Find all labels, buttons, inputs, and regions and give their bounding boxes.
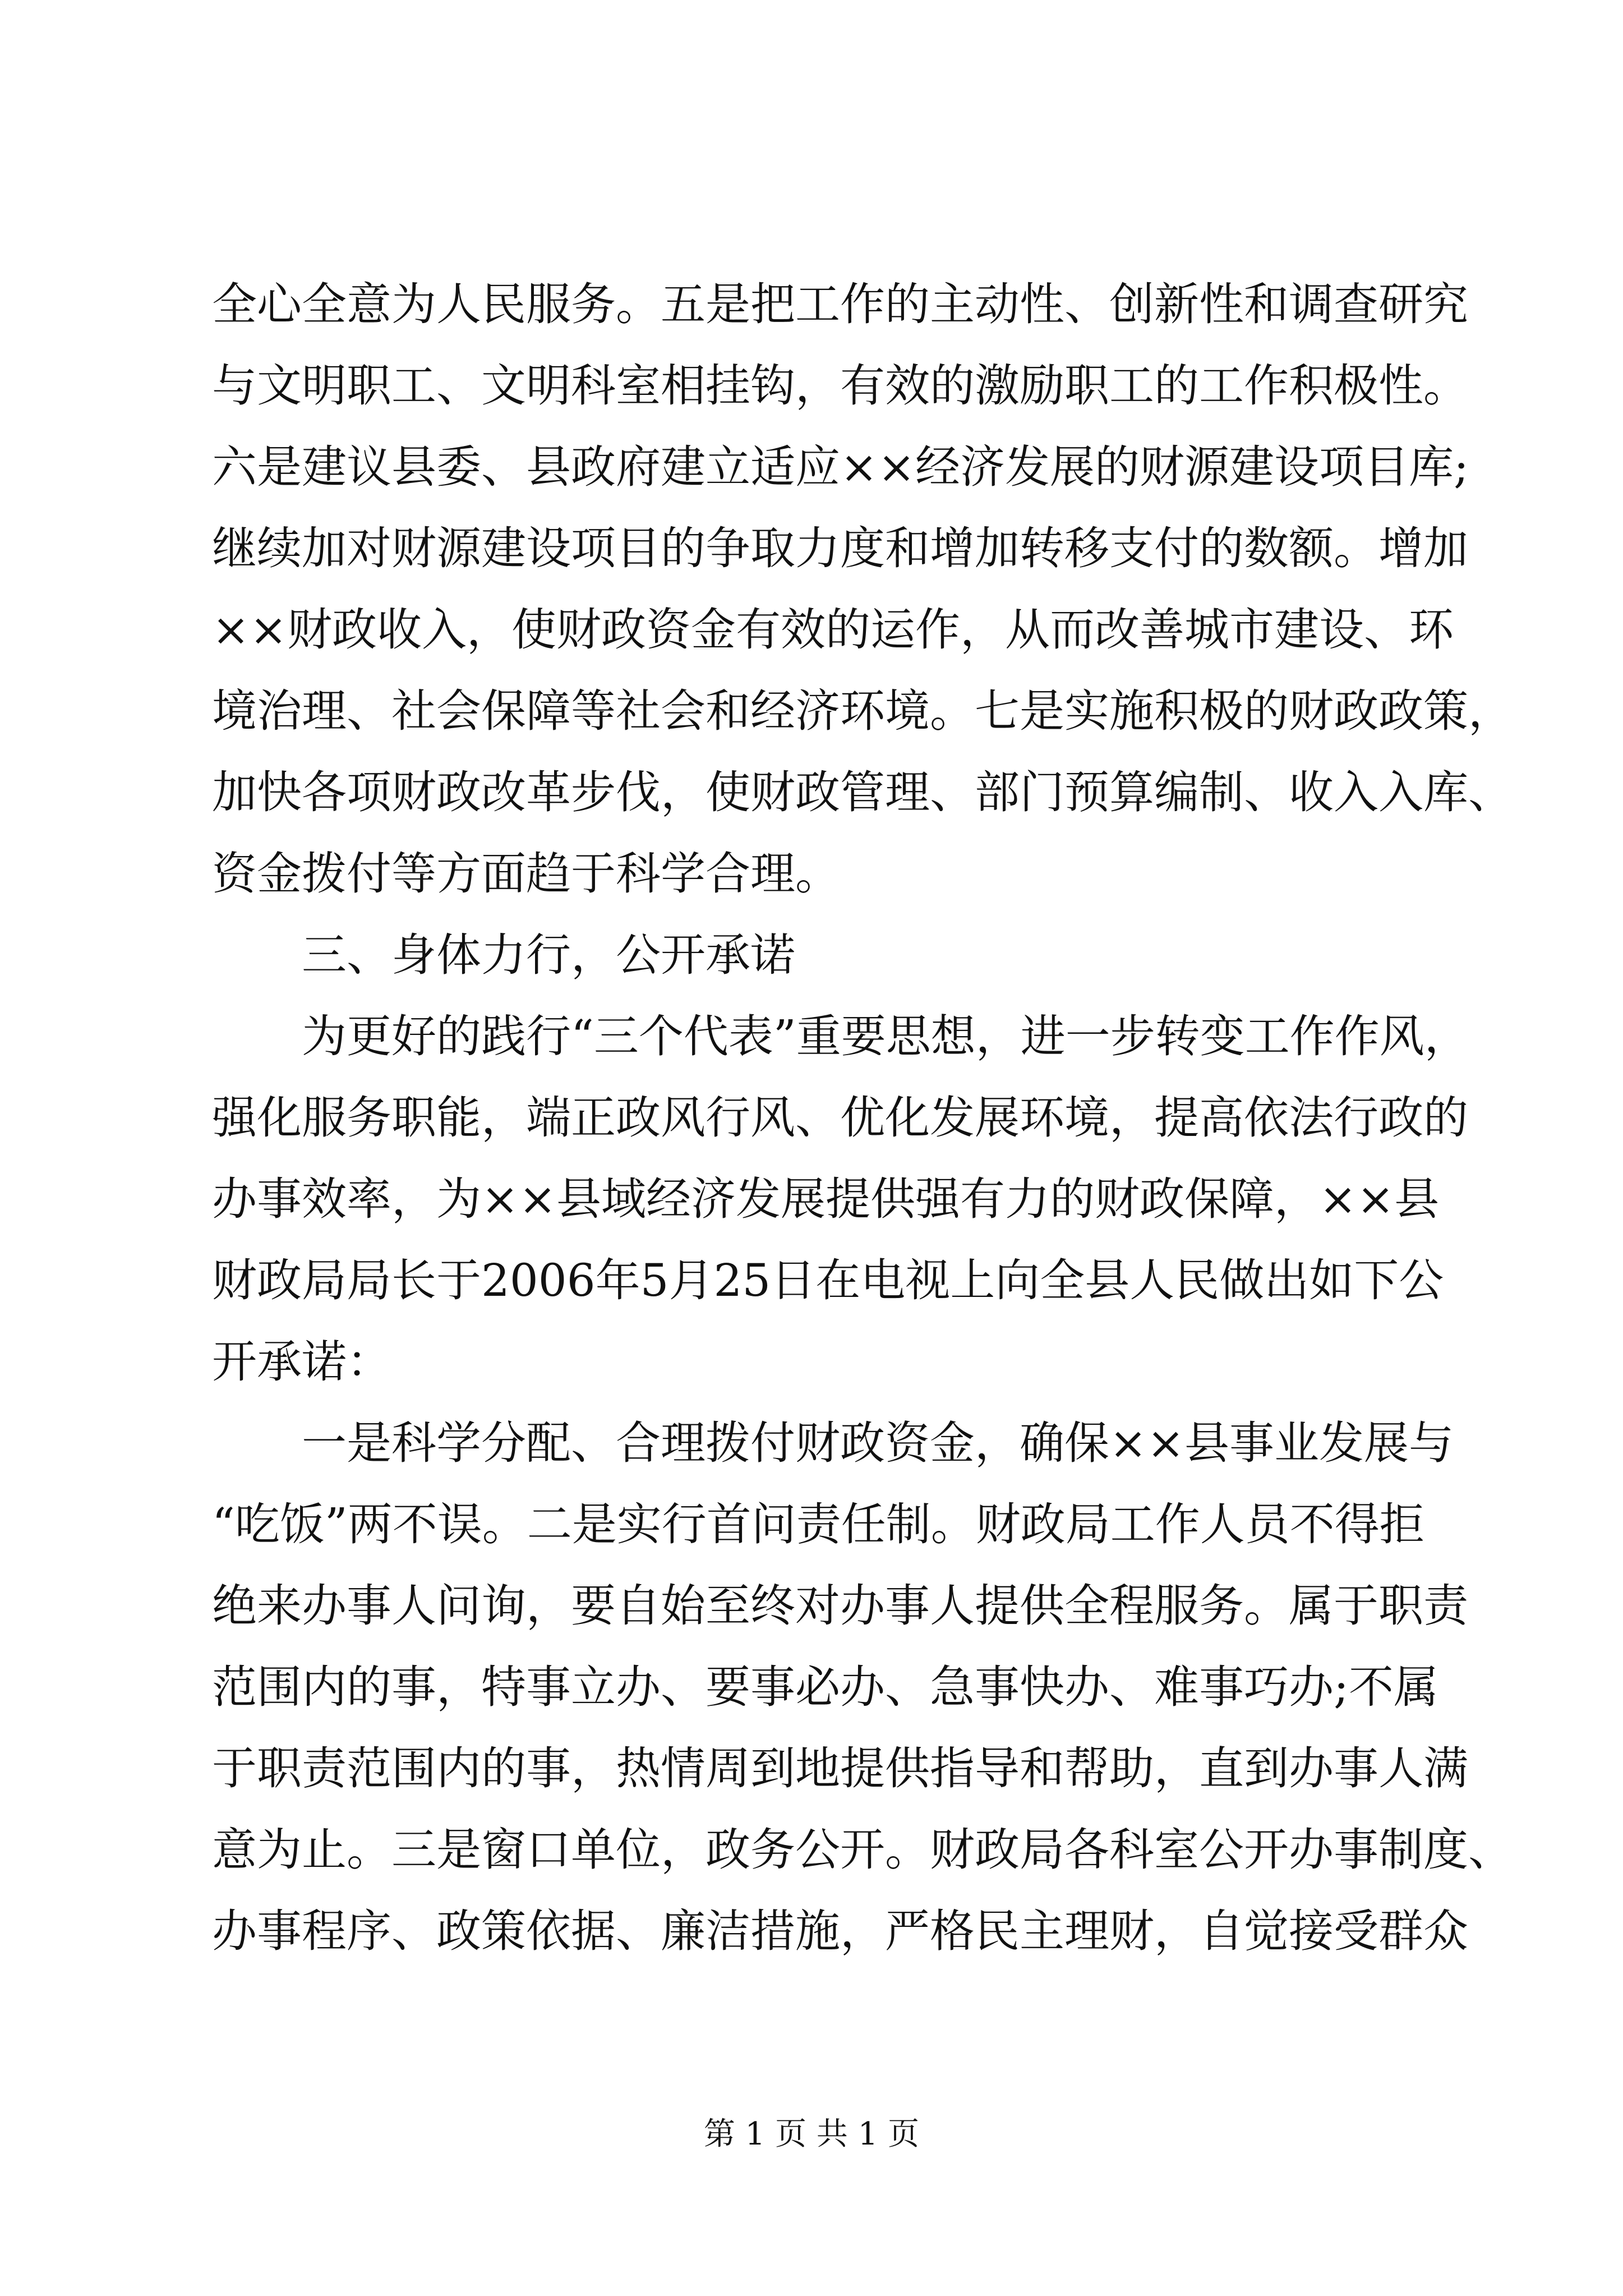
text-line: 绝来办事人问询，要自始至终对办事人提供全程服务。属于职责 — [212, 1580, 1468, 1632]
text-line: 办事效率，为××县域经济发展提供强有力的财政保障，××县 — [212, 1173, 1440, 1225]
page-footer: 第 1 页 共 1 页 — [703, 2116, 920, 2152]
text-line: 财政局局长于2006年5月25日在电视上向全县人民做出如下公 — [212, 1254, 1444, 1306]
text-line: 办事程序、政策依据、廉洁措施，严格民主理财，自觉接受群众 — [212, 1905, 1468, 1957]
text-line: 一是科学分配、合理拨付财政资金，确保××县事业发展与 — [302, 1417, 1454, 1469]
text-line: 继续加对财源建设项目的争取力度和增加转移支付的数额。增加 — [212, 522, 1468, 574]
text-line: ××财政收入，使财政资金有效的运作，从而改善城市建设、环 — [212, 604, 1454, 656]
text-line: 与文明职工、文明科室相挂钩，有效的激励职工的工作积极性。 — [212, 360, 1468, 412]
text-line: 六是建议县委、县政府建立适应××经济发展的财源建设项目库; — [212, 441, 1469, 493]
text-line: 加快各项财政改革步伐，使财政管理、部门预算编制、收入入库、 — [212, 766, 1513, 818]
text-line: “吃饭”两不误。二是实行首问责任制。财政局工作人员不得拒 — [212, 1498, 1424, 1550]
document-body — [212, 264, 1513, 1972]
text-line: 范围内的事，特事立办、要事必办、急事快办、难事巧办;不属 — [212, 1661, 1438, 1713]
text-line: 资金拨付等方面趋于科学合理。 — [212, 848, 840, 900]
section-heading: 三、身体力行，公开承诺 — [302, 929, 795, 981]
text-line: 境治理、社会保障等社会和经济环境。七是实施积极的财政政策， — [212, 685, 1513, 737]
text-line: 为更好的践行“三个代表”重要思想，进一步转变工作作风， — [302, 1010, 1469, 1062]
text-line: 于职责范围内的事，热情周到地提供指导和帮助，直到办事人满 — [212, 1742, 1468, 1795]
text-line: 全心全意为人民服务。五是把工作的主动性、创新性和调查研究 — [212, 278, 1468, 330]
text-line: 开承诺： — [212, 1336, 391, 1388]
text-line: 意为止。三是窗口单位，政务公开。财政局各科室公开办事制度、 — [212, 1824, 1513, 1876]
text-line: 强化服务职能，端正政风行风、优化发展环境，提高依法行政的 — [212, 1092, 1468, 1144]
